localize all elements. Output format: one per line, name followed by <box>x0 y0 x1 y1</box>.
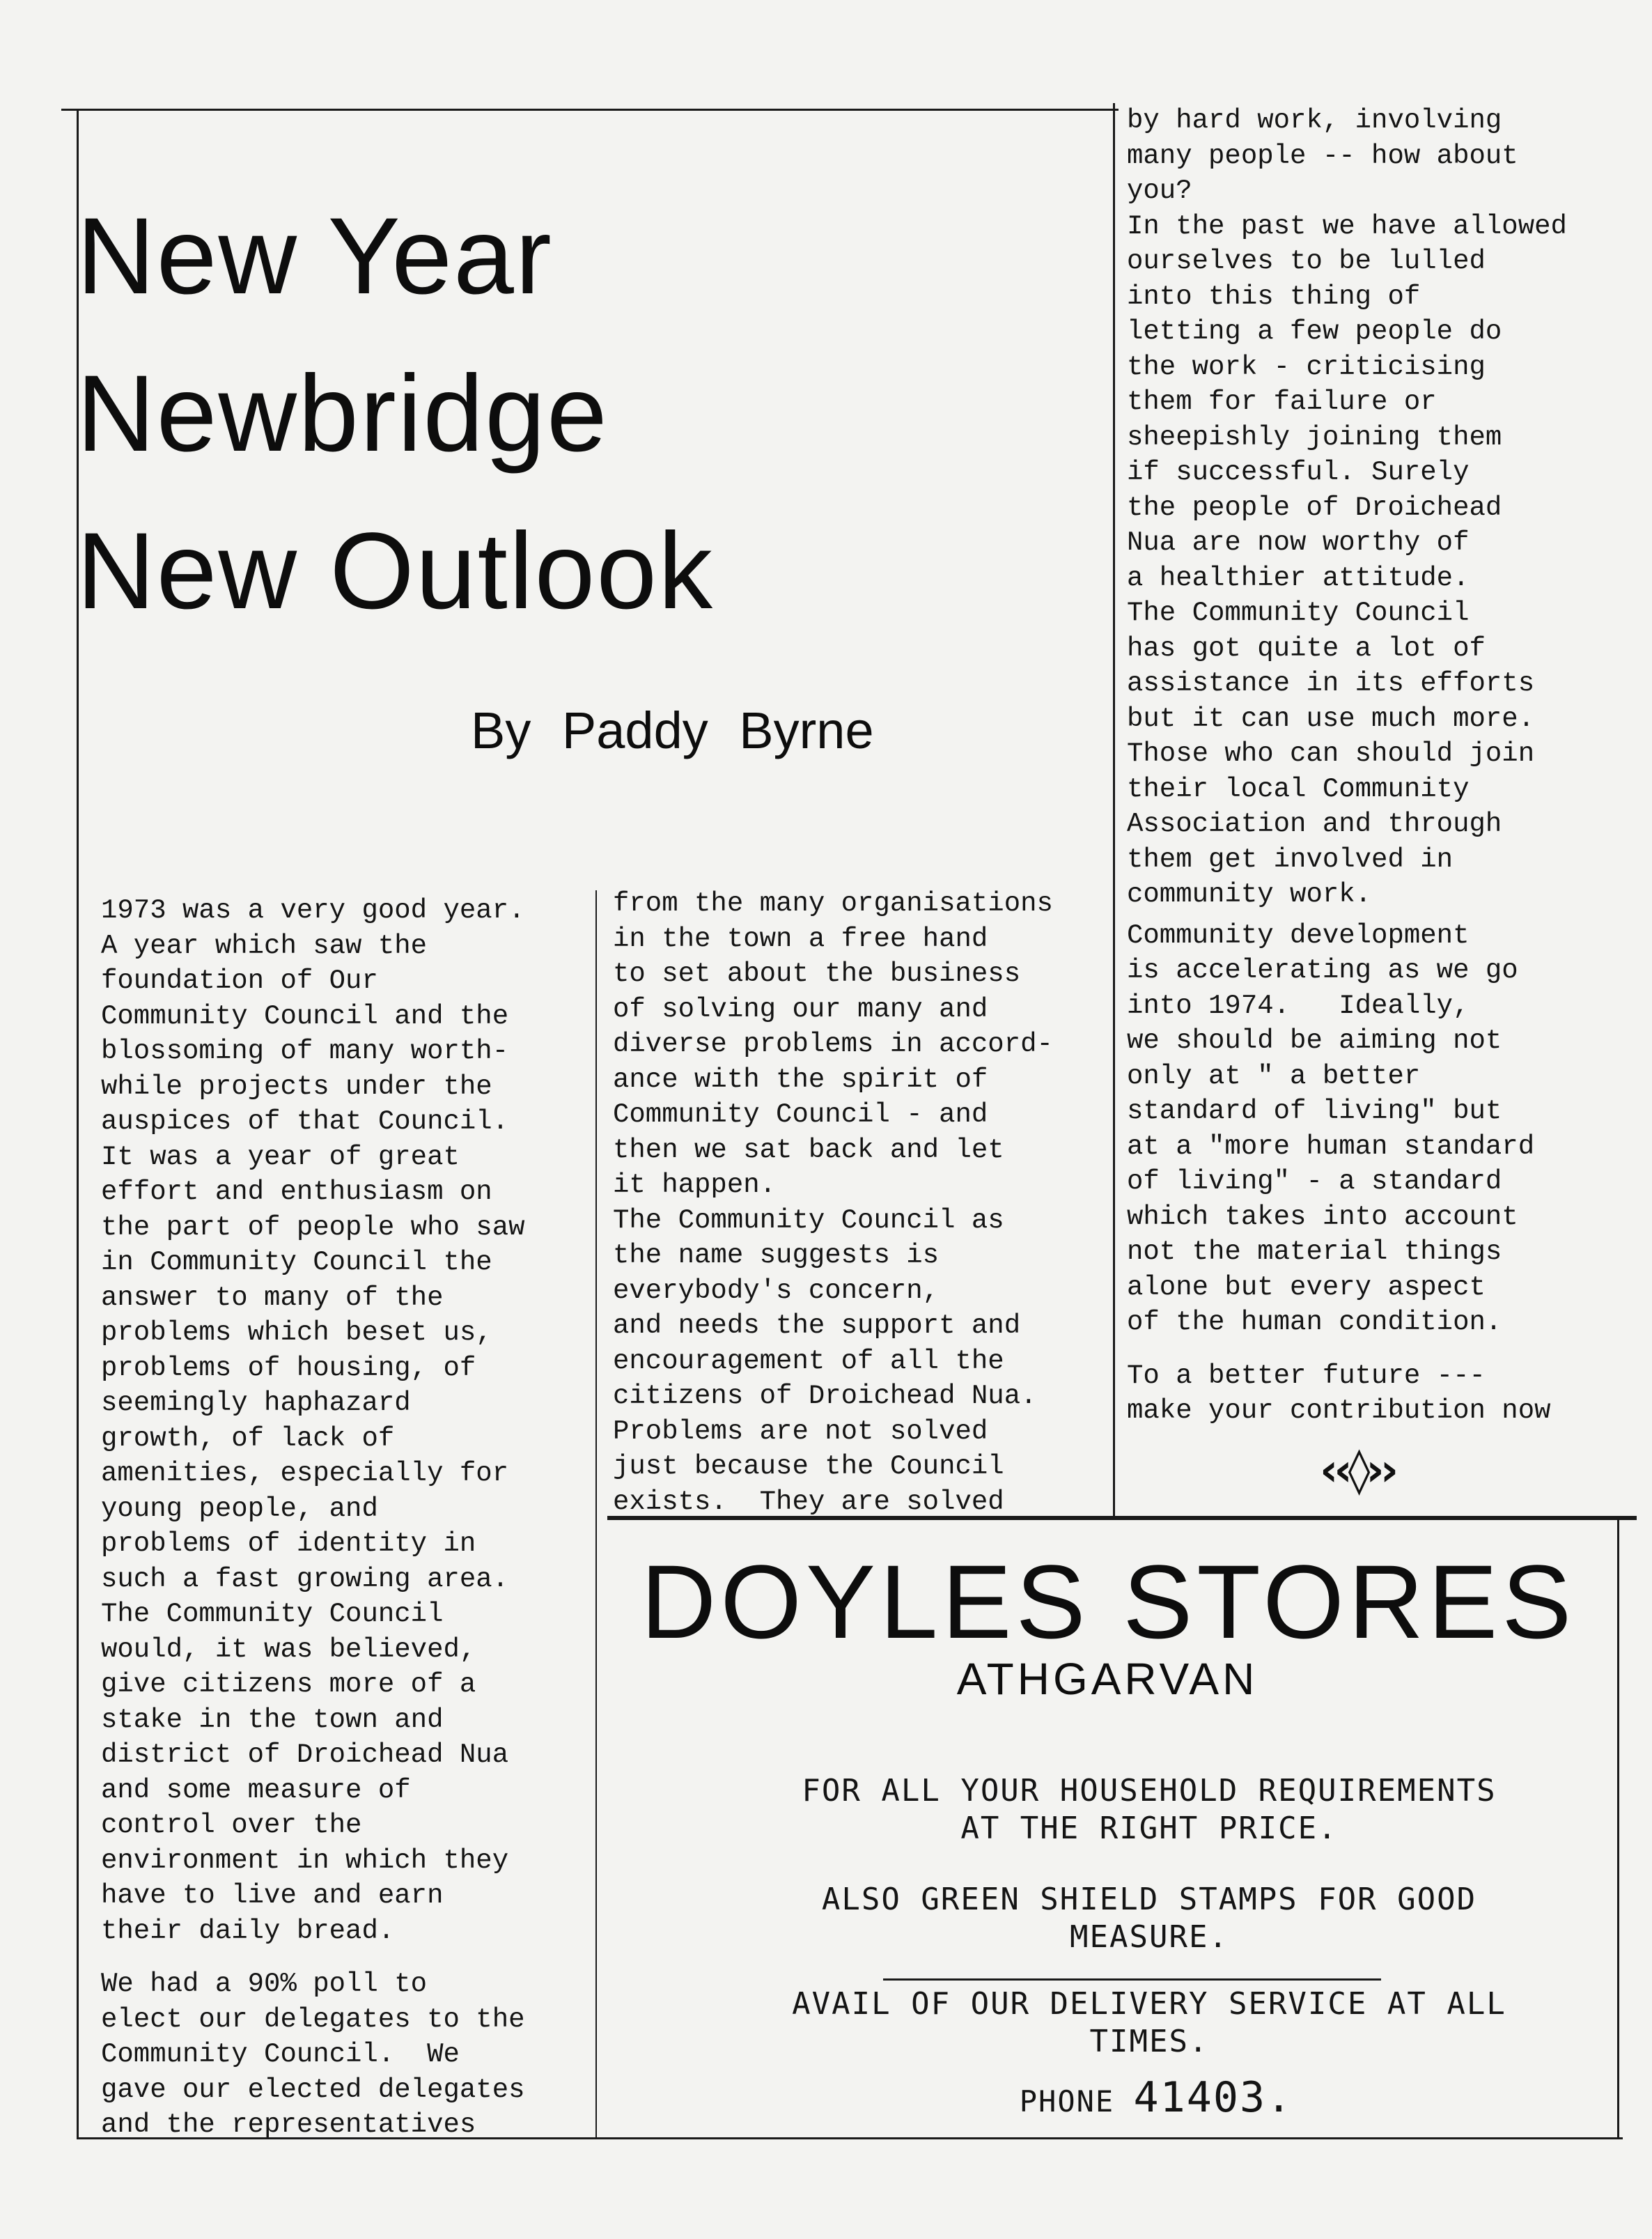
frame-right-border <box>1617 1520 1619 2139</box>
text-line: elect our delegates to the <box>101 2004 525 2035</box>
text-line: their daily bread. <box>101 1915 395 1946</box>
text-line: Nua are now worthy of <box>1127 527 1470 558</box>
text-line: growth, of lack of <box>101 1423 395 1454</box>
text-line: problems of identity in <box>101 1528 476 1559</box>
text-line: would, it was believed, <box>101 1634 476 1665</box>
text-line: It was a year of great <box>101 1141 460 1172</box>
text-line: exists. They are solved <box>613 1486 1004 1517</box>
text-line: the work - criticising <box>1127 351 1486 382</box>
text-line: into this thing of <box>1127 281 1421 312</box>
text-line: their local Community <box>1127 773 1470 805</box>
text-line: of the human condition. <box>1127 1307 1502 1338</box>
text-line: 1973 was a very good year. <box>101 895 525 926</box>
text-line: at a "more human standard <box>1127 1131 1535 1162</box>
column2-paragraph-1 <box>613 886 1053 1203</box>
text-line: ourselves to be lulled <box>1127 246 1486 277</box>
advert-text: TIMES. <box>1089 2024 1209 2059</box>
text-line: foundation of Our <box>101 966 378 996</box>
text-line: into 1974. Ideally, <box>1127 990 1470 1021</box>
text-line: control over the <box>101 1810 362 1841</box>
text-line: In the past we have allowed <box>1127 210 1567 242</box>
column3-paragraph-4 <box>1127 1358 1567 1429</box>
text-line: sheepishly joining them <box>1127 421 1502 453</box>
text-line: to set about the business <box>613 959 1021 989</box>
text-line: of living" - a standard <box>1127 1166 1502 1197</box>
article-headline <box>77 178 1080 650</box>
text-line: has got quite a lot of <box>1127 633 1486 664</box>
text-line: Community Council - and <box>613 1099 988 1130</box>
text-line: make your contribution now <box>1127 1395 1551 1426</box>
text-line: everybody's concern, <box>613 1275 940 1306</box>
text-line: while projects under the <box>101 1071 492 1102</box>
text-line: give citizens more of a <box>101 1669 476 1700</box>
text-line: in Community Council the <box>101 1247 492 1278</box>
advert-phone-number: 41403. <box>1133 2073 1293 2122</box>
text-line: them get involved in <box>1127 844 1454 875</box>
text-line: problems which beset us, <box>101 1317 492 1348</box>
text-line: of solving our many and <box>613 993 988 1025</box>
text-line: answer to many of the <box>101 1282 444 1313</box>
article-byline: By Paddy Byrne <box>471 702 874 759</box>
column3-paragraph-2 <box>1127 209 1567 913</box>
text-line: Association and through <box>1127 809 1502 839</box>
text-line: then we sat back and let <box>613 1134 1004 1165</box>
advert-line-delivery <box>724 1985 1574 2061</box>
text-line: which takes into account <box>1127 1201 1518 1232</box>
text-line: citizens of Droichead Nua. <box>613 1381 1037 1411</box>
text-line: ance with the spirit of <box>613 1064 988 1095</box>
text-line: from the many organisations <box>613 888 1053 919</box>
advert-store-name: DOYLES STORES <box>641 1543 1576 1660</box>
advert-text: FOR ALL YOUR HOUSEHOLD REQUIREMENTS <box>802 1773 1497 1808</box>
text-line: Those who can should join <box>1127 738 1535 769</box>
text-line: alone but every aspect <box>1127 1271 1486 1303</box>
text-line: Problems are not solved <box>613 1416 988 1447</box>
text-line: To a better future --- <box>1127 1360 1486 1391</box>
advert-phone <box>961 2073 1351 2126</box>
column2-paragraph-2 <box>613 1203 1053 1520</box>
text-line: and some measure of <box>101 1774 411 1806</box>
column3-divider <box>1113 103 1115 1520</box>
text-line: blossoming of many worth- <box>101 1036 509 1067</box>
advert-line-household <box>724 1772 1574 1847</box>
text-line: the name suggests is <box>613 1240 940 1271</box>
text-line: problems of housing, of <box>101 1352 476 1384</box>
text-line: a healthier attitude. <box>1127 562 1470 594</box>
advert-text: MEASURE. <box>1070 1919 1229 1955</box>
text-line: not the material things <box>1127 1237 1502 1267</box>
text-line: such a fast growing area. <box>101 1563 509 1595</box>
text-line: young people, and <box>101 1493 378 1524</box>
headline-line-1: New Year <box>77 196 553 317</box>
text-line: by hard work, involving <box>1127 105 1502 136</box>
text-line: district of Droichead Nua <box>101 1740 509 1770</box>
column3-paragraph-1 <box>1127 103 1567 209</box>
article-column-2 <box>613 886 1053 1519</box>
text-line: and needs the support and <box>613 1310 1021 1341</box>
advert-phone-label: PHONE <box>1019 2084 1115 2118</box>
article-column-3 <box>1127 103 1567 1429</box>
column1-paragraph-1 <box>101 893 525 1949</box>
column3-paragraph-3 <box>1127 918 1567 1340</box>
advert-text: AVAIL OF OUR DELIVERY SERVICE AT ALL <box>792 1986 1506 2022</box>
text-line: The Community Council as <box>613 1204 1004 1236</box>
text-line: it happen. <box>613 1170 777 1200</box>
text-line: letting a few people do <box>1127 316 1502 347</box>
advert-line-stamps <box>724 1881 1574 1956</box>
text-line: many people -- how about <box>1127 140 1518 171</box>
text-line: diverse problems in accord- <box>613 1029 1053 1060</box>
article-column-1 <box>101 893 525 2143</box>
text-line: effort and enthusiasm on <box>101 1177 492 1207</box>
text-line: assistance in its efforts <box>1127 668 1535 699</box>
text-line: in the town a free hand <box>613 923 988 954</box>
frame-top-border <box>61 109 1119 111</box>
text-line: if successful. Surely <box>1127 457 1470 488</box>
headline-line-3: New Outlook <box>77 511 715 632</box>
text-line: is accelerating as we go <box>1127 955 1518 986</box>
advert-text: AT THE RIGHT PRICE. <box>960 1811 1338 1846</box>
text-line: stake in the town and <box>101 1704 444 1735</box>
advert-inner-rule <box>883 1978 1381 1981</box>
text-line: The Community Council <box>101 1599 444 1629</box>
text-line: encouragement of all the <box>613 1345 1004 1377</box>
advert-text: ALSO GREEN SHIELD STAMPS FOR GOOD <box>821 1882 1477 1917</box>
text-line: community work. <box>1127 879 1372 910</box>
text-line: only at " a better <box>1127 1060 1421 1092</box>
text-line: A year which saw the <box>101 930 428 961</box>
text-line: Community development <box>1127 920 1470 951</box>
text-line: We had a 90% poll to <box>101 1969 428 1999</box>
text-line: gave our elected delegates <box>101 2074 525 2105</box>
advert-location: ATHGARVAN <box>956 1654 1259 1704</box>
text-line: Community Council and the <box>101 1000 509 1032</box>
text-line: environment in which they <box>101 1845 509 1876</box>
text-line: have to live and earn <box>101 1880 444 1911</box>
column1-paragraph-2 <box>101 1967 525 2143</box>
text-line: but it can use much more. <box>1127 703 1535 734</box>
end-ornament: ‹‹◊›› <box>1320 1445 1395 1496</box>
text-line: and the representatives <box>101 2109 476 2140</box>
text-line: The Community Council <box>1127 598 1470 628</box>
headline-line-2: Newbridge <box>77 353 609 474</box>
column-divider-1 <box>595 890 597 2139</box>
text-line: Community Council. We <box>101 2039 460 2070</box>
text-line: you? <box>1127 176 1192 206</box>
text-line: we should be aiming not <box>1127 1025 1502 1056</box>
text-line: them for failure or <box>1127 387 1437 417</box>
text-line: seemingly haphazard <box>101 1388 411 1418</box>
text-line: auspices of that Council. <box>101 1106 509 1137</box>
text-line: the people of Droichead <box>1127 492 1502 523</box>
text-line: just because the Council <box>613 1451 1004 1482</box>
text-line: amenities, especially for <box>101 1458 509 1489</box>
text-line: standard of living" but <box>1127 1096 1502 1126</box>
text-line: the part of people who saw <box>101 1211 525 1243</box>
